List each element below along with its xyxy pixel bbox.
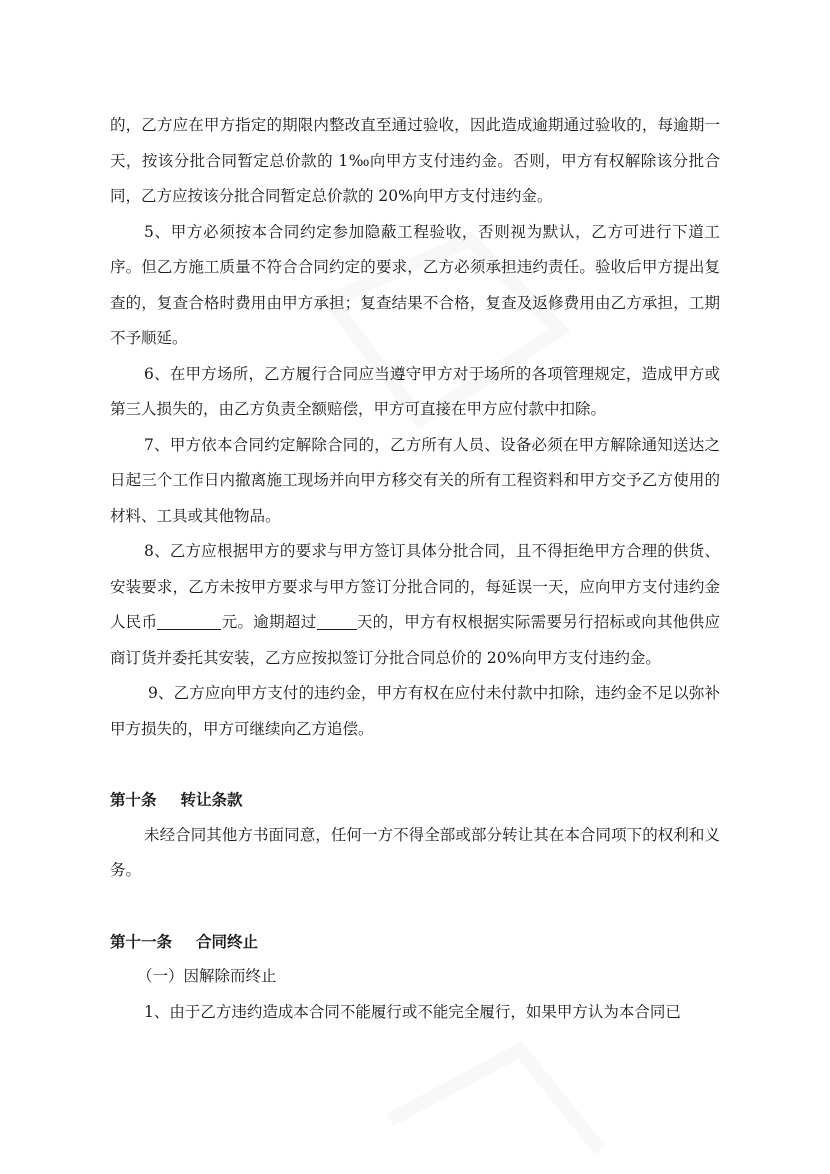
clause-8-text-a: 8、乙方应根据甲方的要求与甲方签订具体分批合同，且不得拒绝甲方合理的供货、安装要求，乙方未按甲方要求与甲方签订分批合同的，每延误一天，应向甲方支付违约金人民币 <box>110 542 720 631</box>
overdue-days-blank <box>317 611 357 630</box>
article-11-heading <box>110 924 720 960</box>
paragraph-continuation: 的，乙方应在甲方指定的期限内整改直至通过验收，因此造成逾期通过验收的，每逾期一天，按该分批合同暂定总价款的 1‰向甲方支付违约金。否则，甲方有权解除该分批合同，乙方应按该分批合同暂定总价款的 20%向甲方支付违约金。 <box>110 116 720 205</box>
article-10-title: 转让条款 <box>180 790 243 809</box>
clause-8-text-b: 元。逾期超过 <box>221 613 317 631</box>
article-11-subsection-1: （一）因解除而终止 <box>137 967 277 985</box>
paragraph-clause-8 <box>110 534 720 676</box>
article-10-heading <box>110 782 720 818</box>
paragraph-clause-6: 6、在甲方场所，乙方履行合同应当遵守甲方对于场所的各项管理规定，造成甲方或第三人损失的，由乙方负责全额赔偿，甲方可直接在甲方应付款中扣除。 <box>110 364 720 418</box>
contract-body <box>110 108 720 1030</box>
clause-8-text-c: 天的，甲方有权根据实际需要另行招标或向其他供应商订货并委托其安装，乙方应按拟签订分批合同总价的 20%向甲方支付违约金。 <box>110 613 720 667</box>
article-10-body: 未经合同其他方书面同意，任何一方不得全部或部分转让其在本合同项下的权利和义务。 <box>110 825 720 879</box>
article-10-number: 第十条 <box>110 790 157 809</box>
paragraph-clause-7: 7、甲方依本合同约定解除合同的，乙方所有人员、设备必须在甲方解除通知送达之日起三个工作日内撤离施工现场并向甲方移交有关的所有工程资料和甲方交予乙方使用的材料、工具或其他物品。 <box>110 435 720 525</box>
paragraph-clause-5: 5、甲方必须按本合同约定参加隐蔽工程验收，否则视为默认，乙方可进行下道工序。但乙方施工质量不符合合同约定的要求，乙方必须承担违约责任。验收后甲方提出复查的，复查合格时费用由甲方承担；复查结果不合格，复查及返修费用由乙方承担，工期不予顺延。 <box>110 222 720 347</box>
paragraph-clause-9: 9、乙方应向甲方支付的违约金，甲方有权在应付未付款中扣除，违约金不足以弥补甲方损失的，甲方可继续向乙方追偿。 <box>110 684 720 738</box>
penalty-amount-blank <box>157 611 221 630</box>
article-11-number: 第十一条 <box>110 931 173 951</box>
article-11-item-1: 1、由于乙方违约造成本合同不能履行或不能完全履行，如果甲方认为本合同已 <box>144 1002 681 1021</box>
article-11-title: 合同终止 <box>196 931 259 951</box>
